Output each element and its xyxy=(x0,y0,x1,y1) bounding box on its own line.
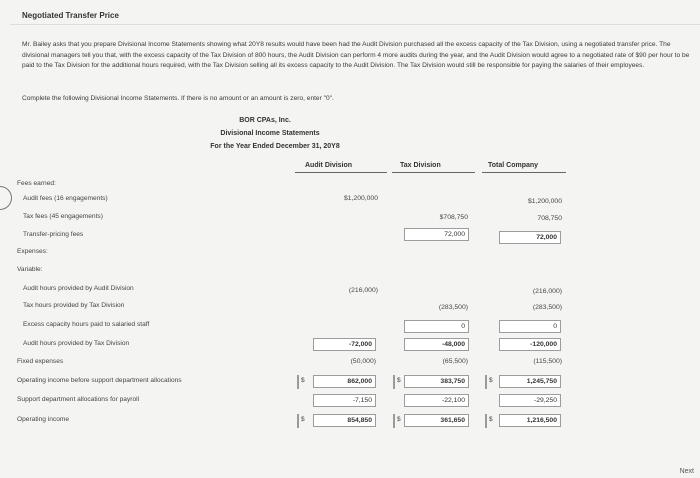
excess-hours-tax-input[interactable]: 0 xyxy=(404,320,469,333)
cell-divider xyxy=(297,414,299,428)
fixed-expenses-tax: (65,500) xyxy=(442,358,468,365)
cell-divider xyxy=(485,414,487,428)
cell-divider xyxy=(393,414,395,428)
tax-fees-tax: $708,750 xyxy=(439,214,468,221)
support-tax-input[interactable]: -22,100 xyxy=(404,394,469,407)
statement-period: For the Year Ended December 31, 20Y8 xyxy=(210,143,340,150)
dollar-sign: $ xyxy=(489,416,493,423)
dollar-sign: $ xyxy=(397,416,401,423)
column-underline xyxy=(482,172,566,173)
tax-fees-label: Tax fees (45 engagements) xyxy=(23,213,103,220)
column-underline xyxy=(295,172,387,173)
tax-hours-label: Tax hours provided by Tax Division xyxy=(23,302,125,309)
dollar-sign: $ xyxy=(301,377,305,384)
transfer-fees-total-input[interactable]: 72,000 xyxy=(499,231,561,244)
audit-hours-total: (216,000) xyxy=(532,288,562,295)
op-income-total-input[interactable]: 1,216,500 xyxy=(499,414,561,427)
audit-hours-label: Audit hours provided by Audit Division xyxy=(23,285,134,292)
op-before-label: Operating income before support department allocations xyxy=(17,377,182,384)
dollar-sign: $ xyxy=(489,377,493,384)
problem-description: Mr. Bailey asks that you prepare Divisional Income Statements showing what 20Y8 results would have been had the Audit Division purchased all the excess capacity of the Tax Division, using a negotiated transfer price. The divisional managers tell you that, with the excess capacity of the Tax Division of 800 hours, the Audit Division can perform 4 more audits during the year, and the Audit Division would agree to a negotiated rate of $90 per hour to be paid to the Tax Division for the additional hours required, with the Tax Division selling all its excess capacity to the Audit Division. The Tax Division would still be responsible for paying the salaries of their employees. xyxy=(22,41,690,69)
dollar-sign: $ xyxy=(301,416,305,423)
variable-label: Variable: xyxy=(17,266,43,273)
tax-hours-tax: (283,500) xyxy=(438,304,468,311)
support-label: Support department allocations for payroll xyxy=(17,396,140,403)
op-before-audit-input[interactable]: 862,000 xyxy=(313,375,376,388)
company-name: BOR CPAs, Inc. xyxy=(239,117,291,124)
page-title: Negotiated Transfer Price xyxy=(22,11,119,20)
audit-hours-tax-tax-input[interactable]: -48,000 xyxy=(404,338,469,351)
audit-hours-audit: (216,000) xyxy=(348,287,378,294)
support-audit-input[interactable]: -7,150 xyxy=(313,394,376,407)
audit-hours-tax-label: Audit hours provided by Tax Division xyxy=(23,340,130,347)
cell-divider xyxy=(393,375,395,389)
audit-hours-tax-audit-input[interactable]: -72,000 xyxy=(313,338,376,351)
expenses-label: Expenses: xyxy=(17,248,48,255)
side-panel-toggle[interactable] xyxy=(0,186,12,210)
audit-fees-audit: $1,200,000 xyxy=(343,195,378,202)
fixed-expenses-label: Fixed expenses xyxy=(17,358,64,365)
statement-name: Divisional Income Statements xyxy=(220,130,320,137)
column-audit-division: Audit Division xyxy=(305,162,353,169)
op-before-tax-input[interactable]: 383,750 xyxy=(404,375,469,388)
op-before-total-input[interactable]: 1,245,750 xyxy=(499,375,561,388)
transfer-fees-tax-input[interactable]: 72,000 xyxy=(404,228,469,241)
next-button[interactable]: Next xyxy=(679,468,694,475)
fixed-expenses-audit: (50,000) xyxy=(350,358,376,365)
dollar-sign: $ xyxy=(397,377,401,384)
fixed-expenses-total: (115,500) xyxy=(533,358,562,365)
cell-divider xyxy=(485,375,487,389)
op-income-tax-input[interactable]: 361,650 xyxy=(404,414,469,427)
column-underline xyxy=(392,172,475,173)
fees-earned-label: Fees earned: xyxy=(17,180,56,187)
op-income-audit-input[interactable]: 854,850 xyxy=(313,414,376,427)
excess-hours-label: Excess capacity hours paid to salaried staff xyxy=(23,321,150,328)
audit-hours-tax-total-input[interactable]: -120,000 xyxy=(499,338,561,351)
excess-hours-total-input[interactable]: 0 xyxy=(499,320,561,333)
transfer-fees-label: Transfer-pricing fees xyxy=(23,231,84,238)
instructions: Complete the following Divisional Income Statements. If there is no amount or an amount is zero, enter "0". xyxy=(22,95,334,102)
title-divider xyxy=(10,24,700,25)
audit-fees-label: Audit fees (16 engagements) xyxy=(23,195,108,202)
column-tax-division: Tax Division xyxy=(400,162,441,169)
tax-fees-total: 708,750 xyxy=(537,215,562,222)
column-total-company: Total Company xyxy=(488,162,539,169)
tax-hours-total: (283,500) xyxy=(532,304,562,311)
audit-fees-total: $1,200,000 xyxy=(527,198,562,205)
op-income-label: Operating income xyxy=(17,416,70,423)
support-total-input[interactable]: -29,250 xyxy=(499,394,561,407)
cell-divider xyxy=(297,375,299,389)
